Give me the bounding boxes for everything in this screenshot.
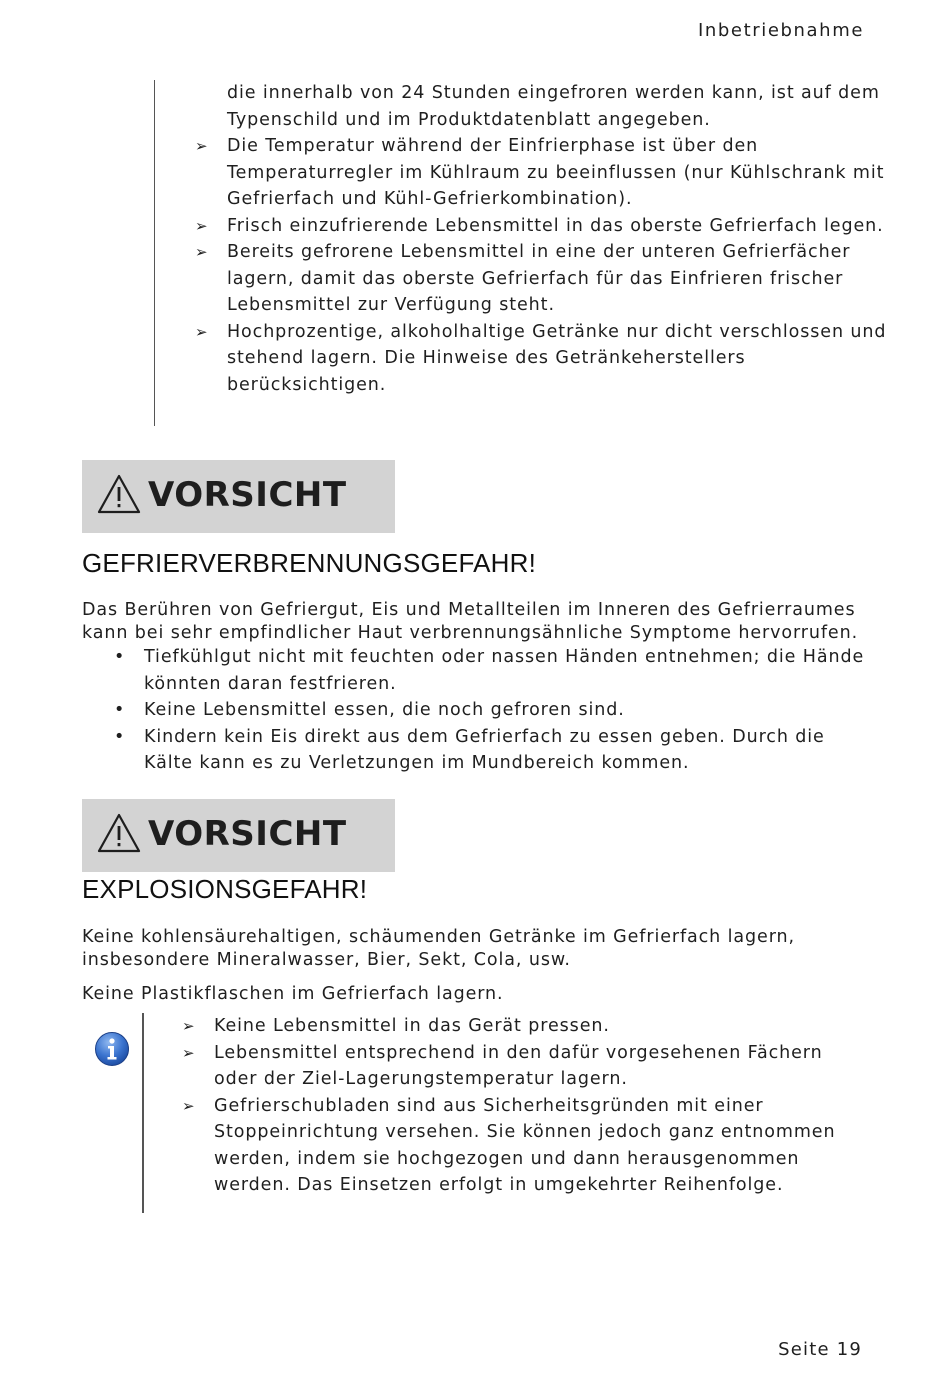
arrow-bullet-icon: ➢ bbox=[182, 1096, 196, 1115]
bullet-icon: • bbox=[114, 726, 126, 747]
caution-label: VORSICHT bbox=[148, 814, 347, 854]
list-item: ➢ Die Temperatur während der Einfrierphase ist über den Temperaturregler im Kühlraum zu beeinflussen (nur Kühlschrank mit Gefrierfach und Kühl-Gefrierkombination). bbox=[227, 133, 887, 213]
info-icon bbox=[94, 1031, 130, 1067]
bullet-icon: • bbox=[114, 647, 126, 667]
arrow-bullet-icon: ➢ bbox=[195, 216, 209, 235]
arrow-bullet-icon: ➢ bbox=[195, 243, 209, 261]
list-item: ➢ Hochprozentige, alkoholhaltige Getränke nur dicht verschlossen und stehend lagern. Die Hinweise des Getränkeherstellers berücksichtigen. bbox=[227, 319, 887, 399]
list-item: ➢ Keine Lebensmittel in das Gerät pressen. bbox=[214, 1013, 869, 1040]
list-item: ➢ Bereits gefrorene Lebensmittel in eine der unteren Gefrierfächer lagern, damit das oberste Gefrierfach für das Einfrieren frischer Lebensmittel zur Verfügung steht. bbox=[227, 239, 887, 319]
list-item: ➢ Lebensmittel entsprechend in den dafür vorgesehenen Fächern oder der Ziel-Lagerungstemperatur lagern. bbox=[214, 1040, 869, 1093]
arrow-bullet-icon: ➢ bbox=[182, 1017, 196, 1035]
warning-triangle-icon bbox=[97, 813, 141, 853]
arrow-bullet-icon: ➢ bbox=[182, 1043, 196, 1062]
bullet-icon: • bbox=[114, 700, 126, 720]
list-item: • Keine Lebensmittel essen, die noch gefroren sind. bbox=[82, 697, 872, 724]
caution-label: VORSICHT bbox=[148, 475, 347, 515]
warning-bullets bbox=[82, 644, 872, 777]
warning-text: Keine Plastikflaschen im Gefrierfach lagern. bbox=[82, 984, 504, 1004]
section-title: EXPLOSIONSGEFAHR! bbox=[82, 874, 368, 904]
caution-banner bbox=[82, 460, 395, 533]
list-item: • Tiefkühlgut nicht mit feuchten oder nassen Händen entnehmen; die Hände könnten daran festfrieren. bbox=[82, 644, 872, 697]
divider bbox=[142, 1013, 144, 1213]
arrow-bullet-icon: ➢ bbox=[195, 322, 209, 341]
info-list bbox=[182, 1013, 869, 1199]
warning-triangle-icon bbox=[97, 474, 141, 514]
warning-text: Keine kohlensäurehaltigen, schäumenden Getränke im Gefrierfach lagern, insbesondere Mineralwasser, Bier, Sekt, Cola, usw. bbox=[82, 927, 795, 970]
list-item: • Kindern kein Eis direkt aus dem Gefrierfach zu essen geben. Durch die Kälte kann es zu Verletzungen im Mundbereich kommen. bbox=[82, 724, 872, 777]
section-title: GEFRIERVERBRENNUNGSGEFAHR! bbox=[82, 548, 537, 578]
list-item: ➢ Gefrierschubladen sind aus Sicherheitsgründen mit einer Stoppeinrichtung versehen. Sie können jedoch ganz entnommen werden, indem sie hochgezogen und dann herausgenommen werden. Das Einsetzen erfolgt in umgekehrter Reihenfolge. bbox=[214, 1093, 869, 1199]
list-item: ➢ Frisch einzufrierende Lebensmittel in das oberste Gefrierfach legen. bbox=[227, 213, 887, 240]
warning-text: Das Berühren von Gefriergut, Eis und Metallteilen im Inneren des Gefrierraumes kann bei sehr empfindlicher Haut verbrennungsähnliche Symptome hervorrufen. bbox=[82, 600, 859, 643]
caution-banner bbox=[82, 799, 395, 872]
page-header: Inbetriebnahme bbox=[697, 20, 864, 41]
intro-block bbox=[154, 80, 887, 426]
page-number: Seite 19 bbox=[778, 1339, 862, 1360]
intro-continuation: die innerhalb von 24 Stunden eingefroren werden kann, ist auf dem Typenschild und im Produktdatenblatt angegeben. bbox=[227, 83, 880, 130]
info-block bbox=[82, 1013, 872, 1213]
arrow-bullet-icon: ➢ bbox=[195, 137, 209, 155]
intro-list bbox=[195, 133, 887, 398]
